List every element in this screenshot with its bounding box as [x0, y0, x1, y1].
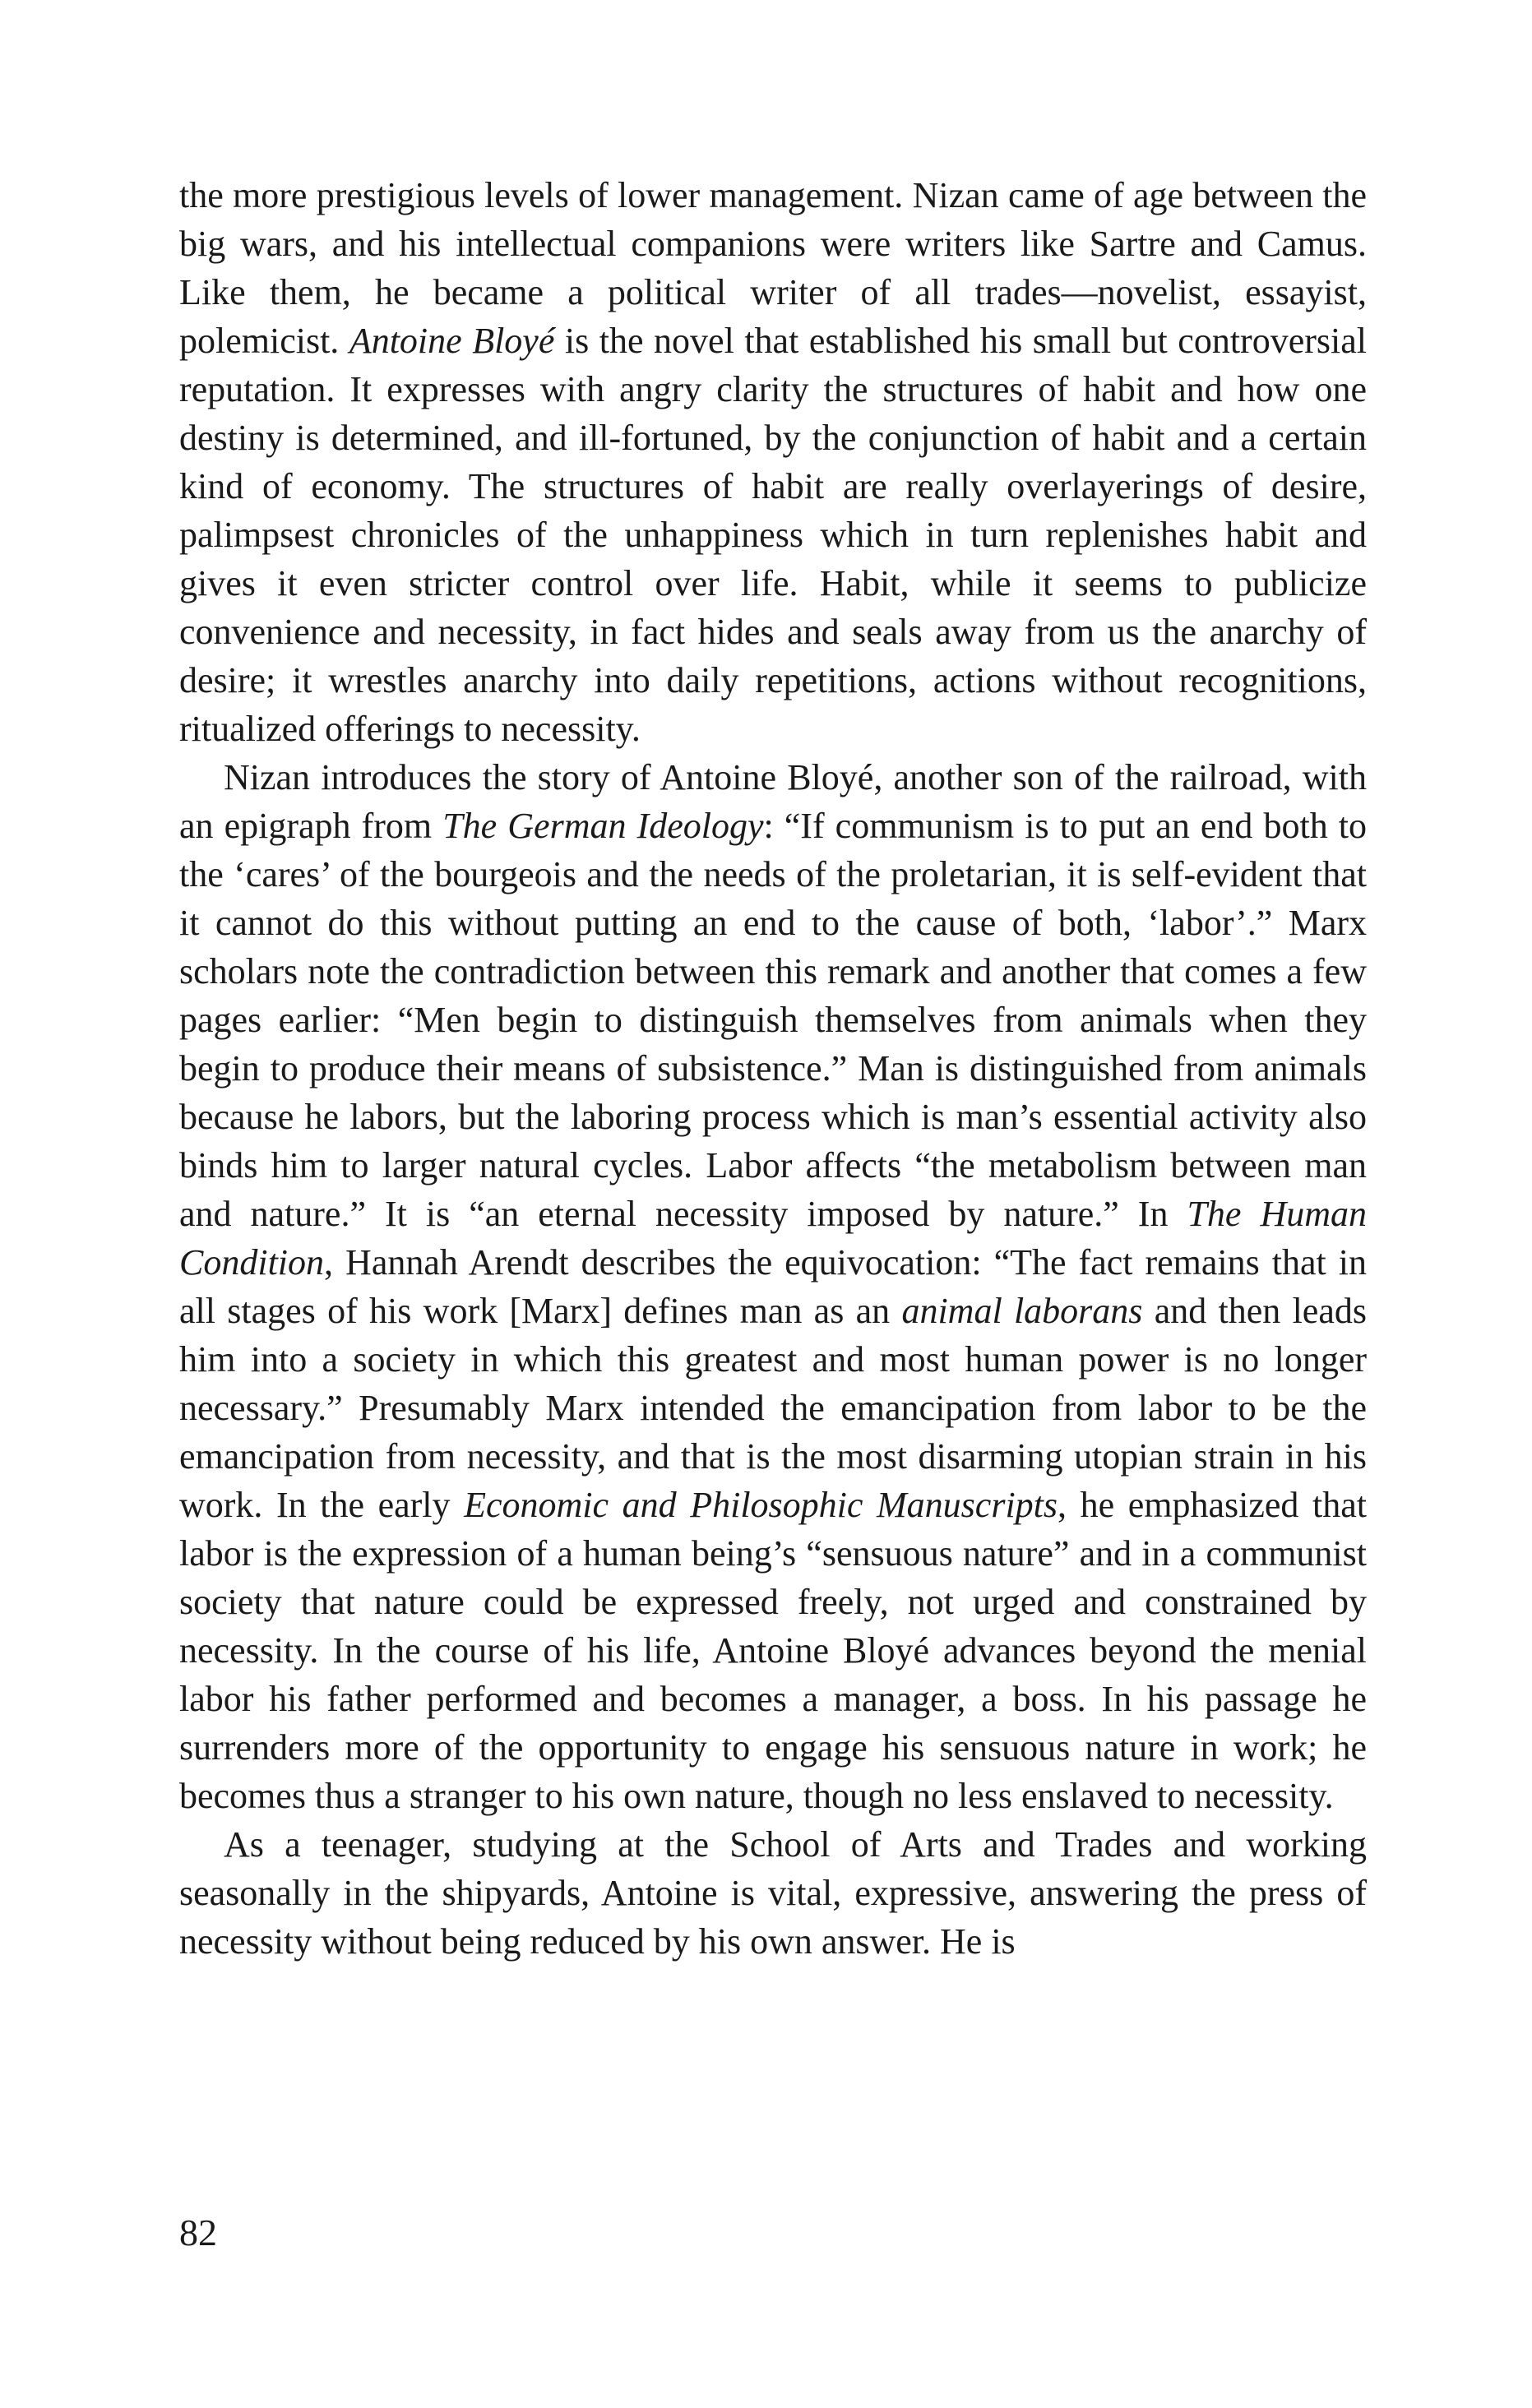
text-run: Nizan introduces the story of Antoine Bloyé, another son of the railroad, with an epigraph from: [179, 757, 1367, 846]
italic-title: animal laborans: [901, 1291, 1143, 1331]
paragraph: [179, 753, 1367, 1820]
text-run: the more prestigious levels of lower management. Nizan came of age between the big wars, and his intellectual companions were writers like Sartre and Camus. Like them, he became a political writer of all trades—novelist, essayist, polemicist.: [179, 175, 1367, 361]
text-run: and then leads him into a society in which this greatest and most human power is no longer necessary.” Presumably Marx intended the emancipation from labor to be the emancipation from necessity, and that is the most disarming utopian strain in his work. In the early: [179, 1291, 1367, 1525]
paragraph: [179, 171, 1367, 753]
italic-title: The German Ideology: [442, 806, 764, 846]
paragraph: [179, 1820, 1367, 1966]
text-run: , Hannah Arendt describes the equivocation: “The fact remains that in all stages of his work [Marx] defines man as an: [179, 1242, 1367, 1331]
italic-title: Antoine Bloyé: [349, 321, 555, 361]
body-text: [179, 171, 1367, 1966]
italic-title: Economic and Philosophic Manuscripts: [464, 1485, 1058, 1525]
page-number: 82: [179, 2212, 217, 2253]
text-run: As a teenager, studying at the School of Arts and Trades and working seasonally in the shipyards, Antoine is vital, expressive, answering the press of necessity without being reduced by his own answer. He is: [179, 1824, 1367, 1962]
text-run: is the novel that established his small but controversial reputation. It expresses with angry clarity the structures of habit and how one destiny is determined, and ill-fortuned, by the conjunction of habit and a certain kind of economy. The structures of habit are really overlayerings of desire, palimpsest chronicles of the unhappiness which in turn replenishes habit and gives it even stricter control over life. Habit, while it seems to publicize convenience and necessity, in fact hides and seals away from us the anarchy of desire; it wrestles anarchy into daily repetitions, actions without recognitions, ritualized offerings to necessity.: [179, 321, 1367, 749]
text-run: : “If communism is to put an end both to the ‘cares’ of the bourgeois and the needs of the proletarian, it is self-evident that it cannot do this without putting an end to the cause of both, ‘labor’.” Marx scholars note the contradiction between this remark and another that comes a few pages earlier: “Men begin to distinguish themselves from animals when they begin to produce their means of subsistence.” Man is distinguished from animals because he labors, but the laboring process which is man’s essential activity also binds him to larger natural cycles. Labor affects “the metabolism between man and nature.” It is “an eternal necessity imposed by nature.” In: [179, 806, 1368, 1234]
text-run: , he emphasized that labor is the expression of a human being’s “sensuous nature” and in a communist society that nature could be expressed freely, not urged and constrained by necessity. In the course of his life, Antoine Bloyé advances beyond the menial labor his father performed and becomes a manager, a boss. In his passage he surrenders more of the opportunity to engage his sensuous nature in work; he becomes thus a stranger to his own nature, though no less enslaved to necessity.: [179, 1485, 1367, 1816]
italic-title: The Human Condition: [179, 1194, 1368, 1283]
